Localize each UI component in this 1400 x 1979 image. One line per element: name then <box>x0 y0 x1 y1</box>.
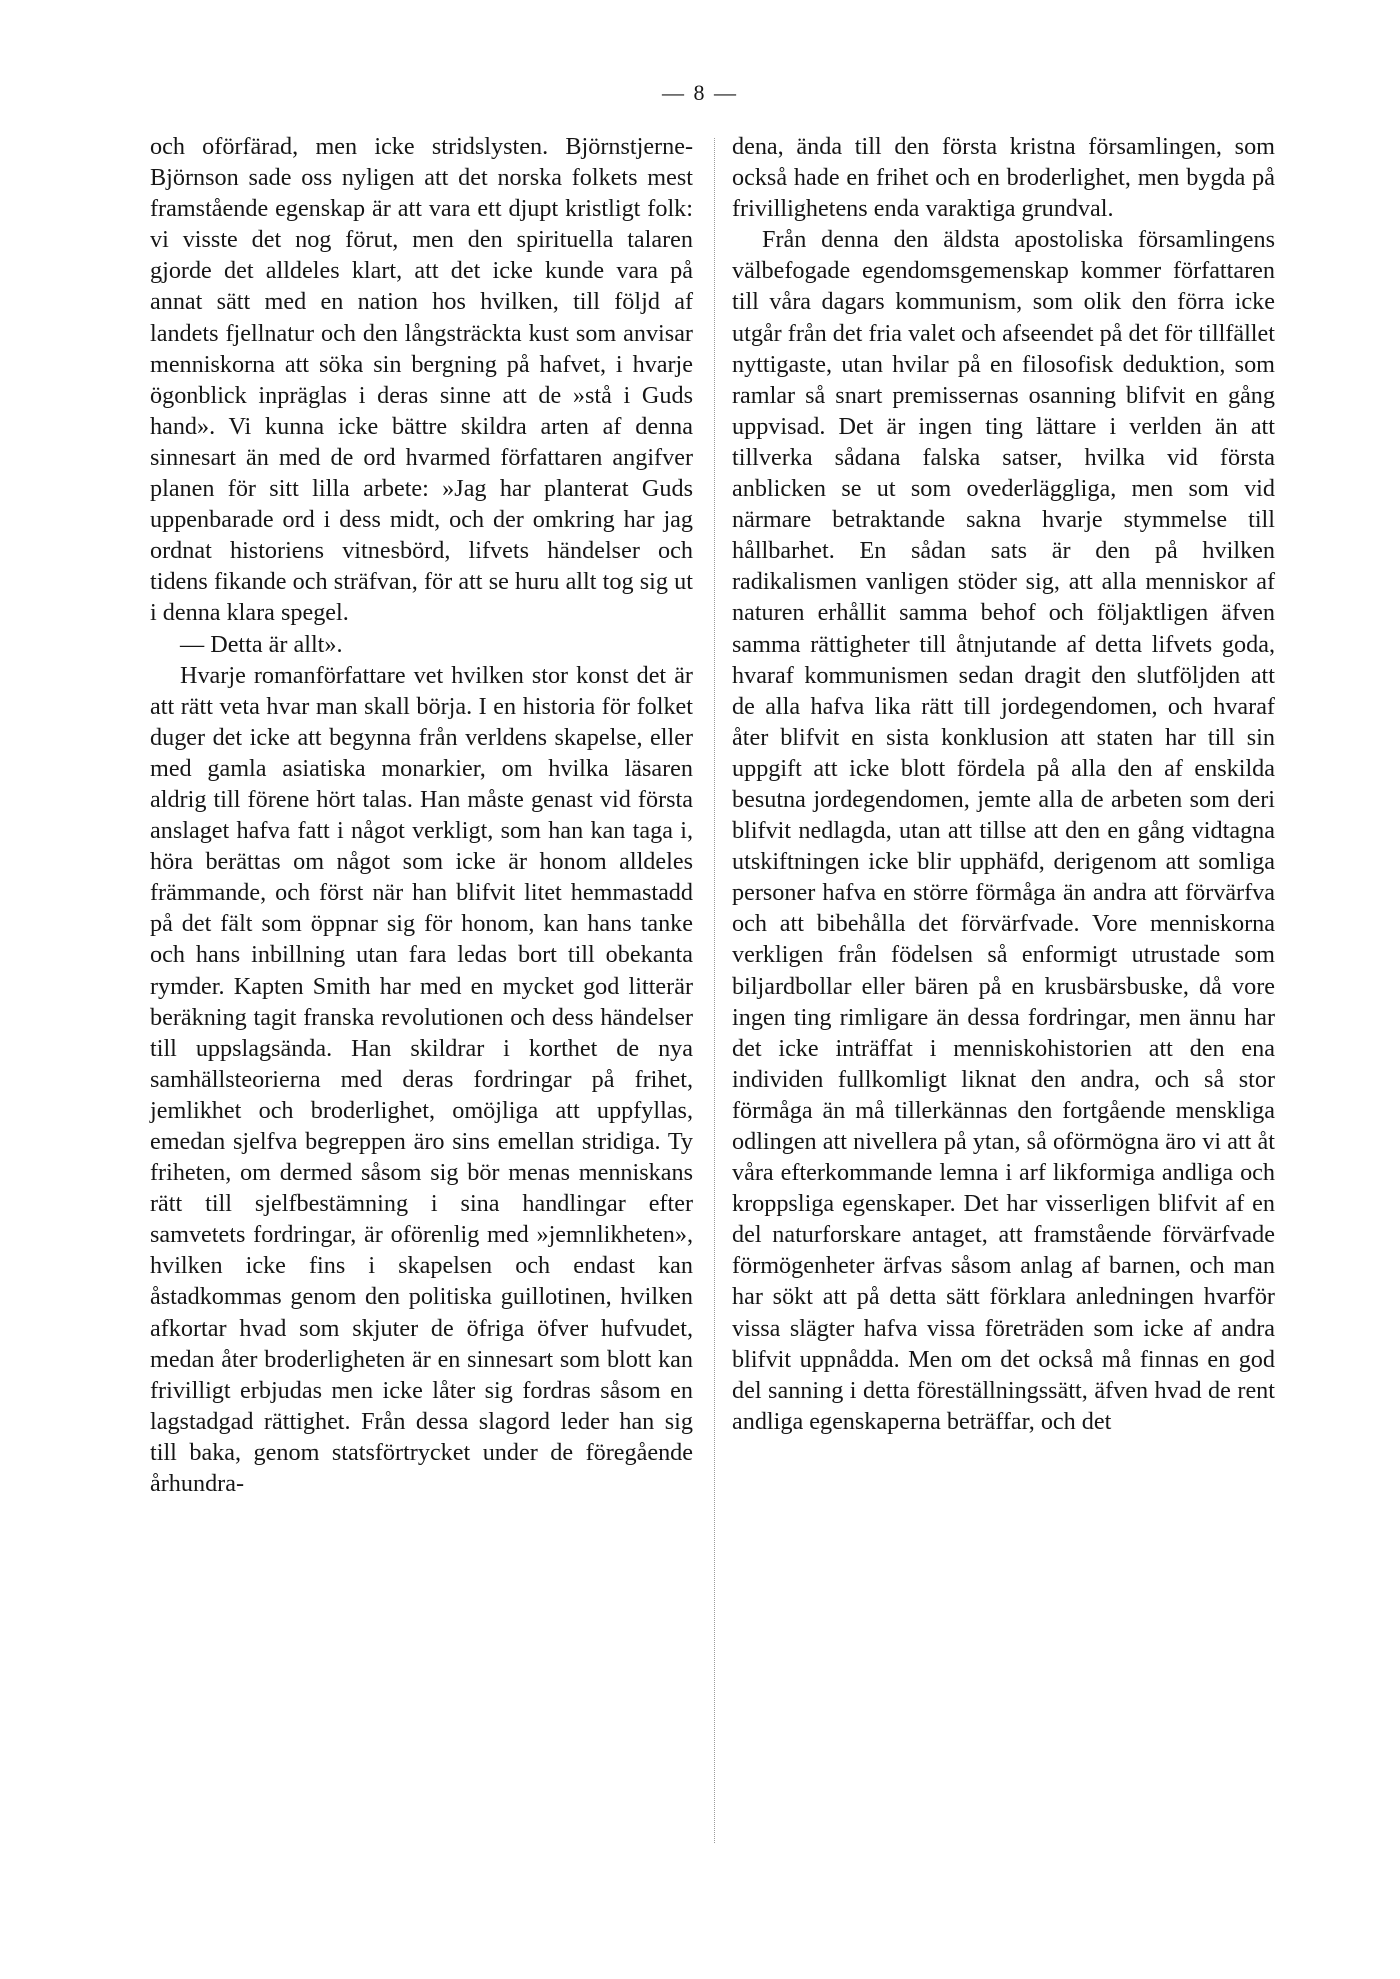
paragraph: dena, ända till den första kristna församlingen, som också hade en frihet och en broderlighet, men bygda på frivillighetens enda varaktiga grundval. <box>732 133 1275 223</box>
paragraph: Från denna den äldsta apostoliska församlingens välbefogade egendomsgemenskap kommer författaren till våra dagars kommunism, som olik den förra icke utgår från det fria valet och afseendet på det för tillfället nyttigaste, utan hvilar på en filosofisk deduktion, som ramlar så snart premissernas osanning blifvit en gång uppvisad. Det är ingen ting lättare i verlden än att tillverka sådana falska satser, hvilka vid första anblicken se ut som ovederläggliga, men som vid närmare betraktande sakna hvarje stymmelse till hållbarhet. En sådan sats är den på hvilken radikalismen vanligen stöder sig, att alla menniskor af naturen erhållit samma behof och följaktligen äfven samma rättigheter till åtnjutande af detta lifvets goda, hvaraf kommunismen sedan dragit den slutföljden att de alla hafva lika rätt till jordegendomen, och hvaraf åter blifvit en sista konklusion att staten har till sin uppgift att icke blott fördela på alla den af enskilda besutna jordegendomen, jemte alla de arbeten som deri blifvit nedlagda, utan att tillse att den en gång vidtagna utskiftningen icke blir upphäfd, derigenom att somliga personer hafva en större förmåga än andra att förvärfva och att bibehålla det förvärfvade. Vore menniskorna verkligen från födelsen så enformigt utrustade som biljardbollar eller bären på en krusbärsbuske, då vore ingen ting rimligare än dessa fordringar, men ännu har det icke inträffat i menniskohistorien att den ena individen fullkomligt liknat den andra, och så stor förmåga än må tillerkännas den fortgående menskliga odlingen att nivellera på ytan, så oförmögna äro vi att åt våra efterkommande lemna i arf likformiga andliga och kroppsliga egenskaper. Det har visserligen blifvit af en del naturforskare antaget, att framstående förvärfvade förmögenheter ärfvas såsom anlag af barnen, och man har sökt att på detta sätt förklara anledningen hvarför vissa slägter hafva vissa företräden som icke af andra blifvit uppnådda. Men om det också må finnas en god del sanning i detta föreställningssätt, äfven hvad de rent andliga egenskaperna beträffar, och det <box>732 226 1275 1435</box>
left-column <box>150 131 693 1499</box>
page-number: — 8 — <box>662 80 738 105</box>
paragraph: Hvarje romanförfattare vet hvilken stor konst det är att rätt veta hvar man skall börja. I en historia för folket duger det icke att begynna från verldens skapelse, eller med gamla asiatiska monarkier, om hvilka läsaren aldrig till förene hört talas. Han måste genast vid första anslaget hafva fatt i något verkligt, som han kan taga i, höra berättas om något som icke är honom alldeles främmande, och först när han blifvit litet hemmastadd på det fält som öppnar sig för honom, kan hans tanke och hans inbillning utan fara ledas bort till obekanta rymder. Kapten Smith har med en mycket god litterär beräkning tagit franska revolutionen och dess händelser till uppslagsända. Han skildrar i korthet de nya samhällsteorierna med deras fordringar på frihet, jemlikhet och broderlighet, omöjliga att uppfyllas, emedan sjelfva begreppen äro sins emellan stridiga. Ty friheten, om dermed såsom sig bör menas menniskans rätt till sjelfbestämning i sina handlingar efter samvetets fordringar, är oförenlig med »jemnlikheten», hvilken icke fins i skapelsen och endast kan åstadkommas genom den politiska guillotinen, hvilken afkortar hvad som skjuter de öfriga öfver hufvudet, medan åter broderligheten är en sinnesart som blott kan frivilligt erbjudas men icke låter sig fordras såsom en lagstadgad rättighet. Från dessa slagord leder han sig till baka, genom statsförtrycket under de föregående århundra- <box>150 661 693 1498</box>
paragraph: och oförfärad, men icke stridslysten. Björnstjerne-Björnson sade oss nyligen att det norska folkets mest framstående egenskap är att vara ett djupt kristligt folk: vi visste det nog förut, men den spirituella talaren gjorde det alldeles klart, att det icke kunde vara på annat sätt med en nation hos hvilken, till följd af landets fjellnatur och den långsträckta kust som anvisar menniskorna att söka sin bergning på hafvet, i hvarje ögonblick inpräglas i deras sinne att de »stå i Guds hand». Vi kunna icke bättre skildra arten af denna sinnesart än med de ord hvarmed författaren angifver planen för sitt lilla arbete: »Jag har planterat Guds uppenbarade ord i dess midt, och der omkring har jag ordnat historiens vitnesbörd, lifvets händelser och tidens fikande och sträfvan, för att se huru allt tog sig ut i denna klara spegel. <box>150 133 693 627</box>
paragraph: — Detta är allt». <box>180 630 343 658</box>
column-divider <box>714 138 715 1843</box>
right-column <box>732 131 1275 1437</box>
